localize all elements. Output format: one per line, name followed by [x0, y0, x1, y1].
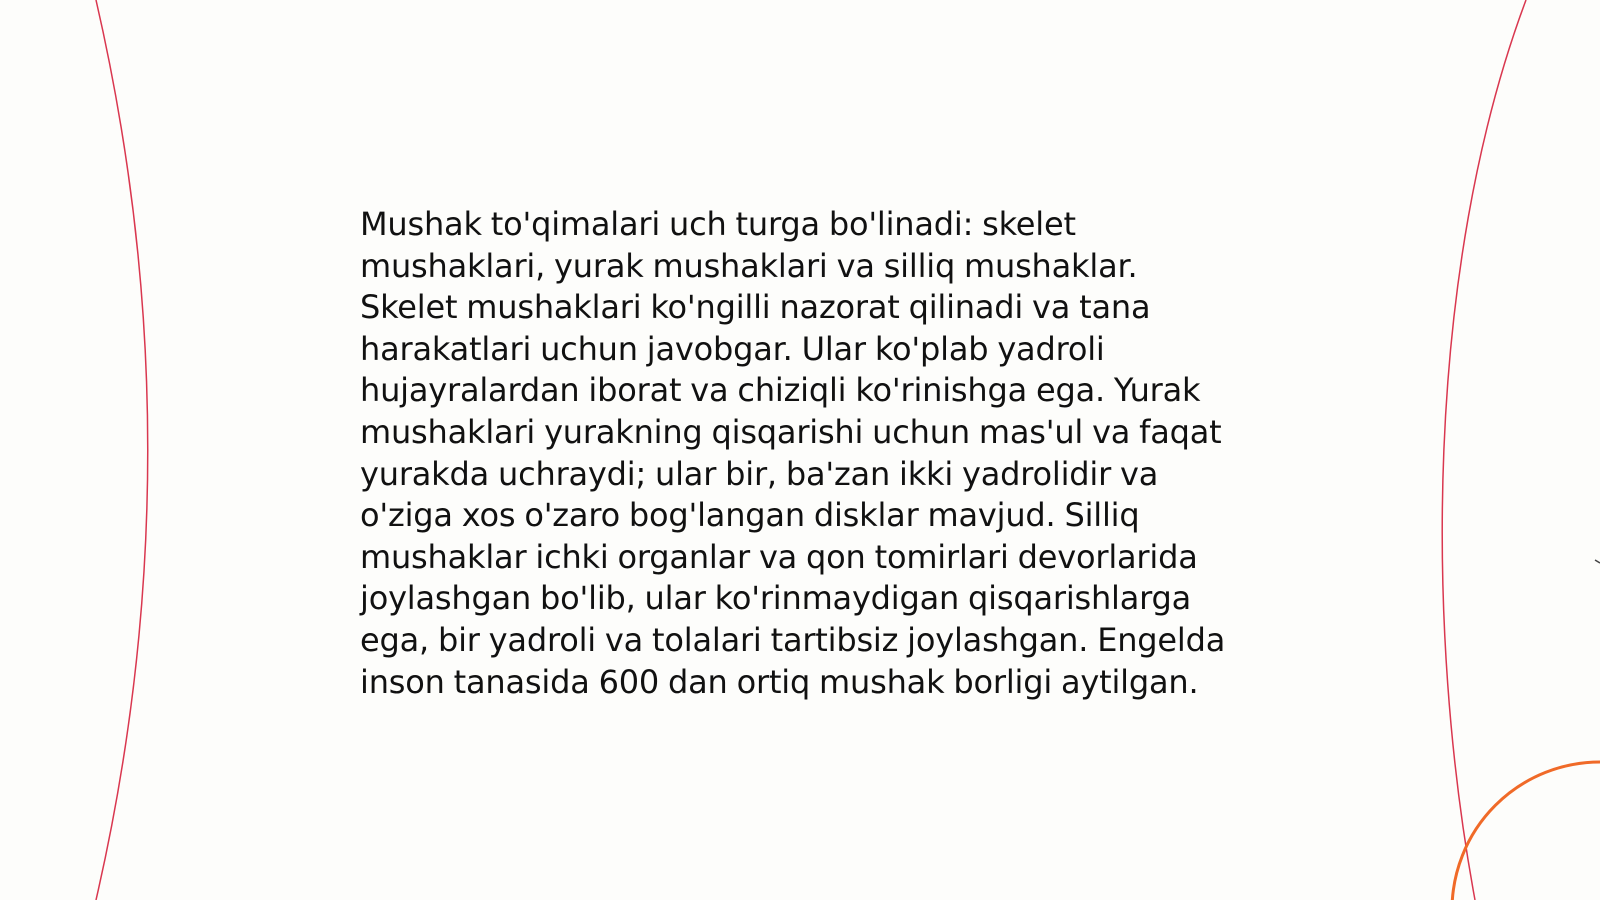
right-edge-tick: [1595, 560, 1600, 563]
slide-body-text: Mushak to'qimalari uch turga bo'linadi: skelet mushaklari, yurak mushaklari va silliq mushaklar. Skelet mushaklari ko'ngilli nazorat qilinadi va tana harakatlari uchun javobgar. Ular ko'plab yadroli hujayralardan iborat va chiziqli ko'rinishga ega. Yurak mushaklari yurakning qisqarishi uchun mas'ul va faqat yurakda uchraydi; ular bir, ba'zan ikki yadrolidir va o'ziga xos o'zaro bog'langan disklar mavjud. Silliq mushaklar ichki organlar va qon tomirlari devorlarida joylashgan bo'lib, ular ko'rinmaydigan qisqarishlarga ega, bir yadroli va tolalari tartibsiz joylashgan. Engelda inson tanasida 600 dan ortiq mushak borligi aytilgan.: [360, 205, 1226, 701]
right-red-arc: [1442, 0, 1526, 900]
left-red-arc: [96, 0, 148, 900]
orange-circle: [1452, 762, 1600, 900]
